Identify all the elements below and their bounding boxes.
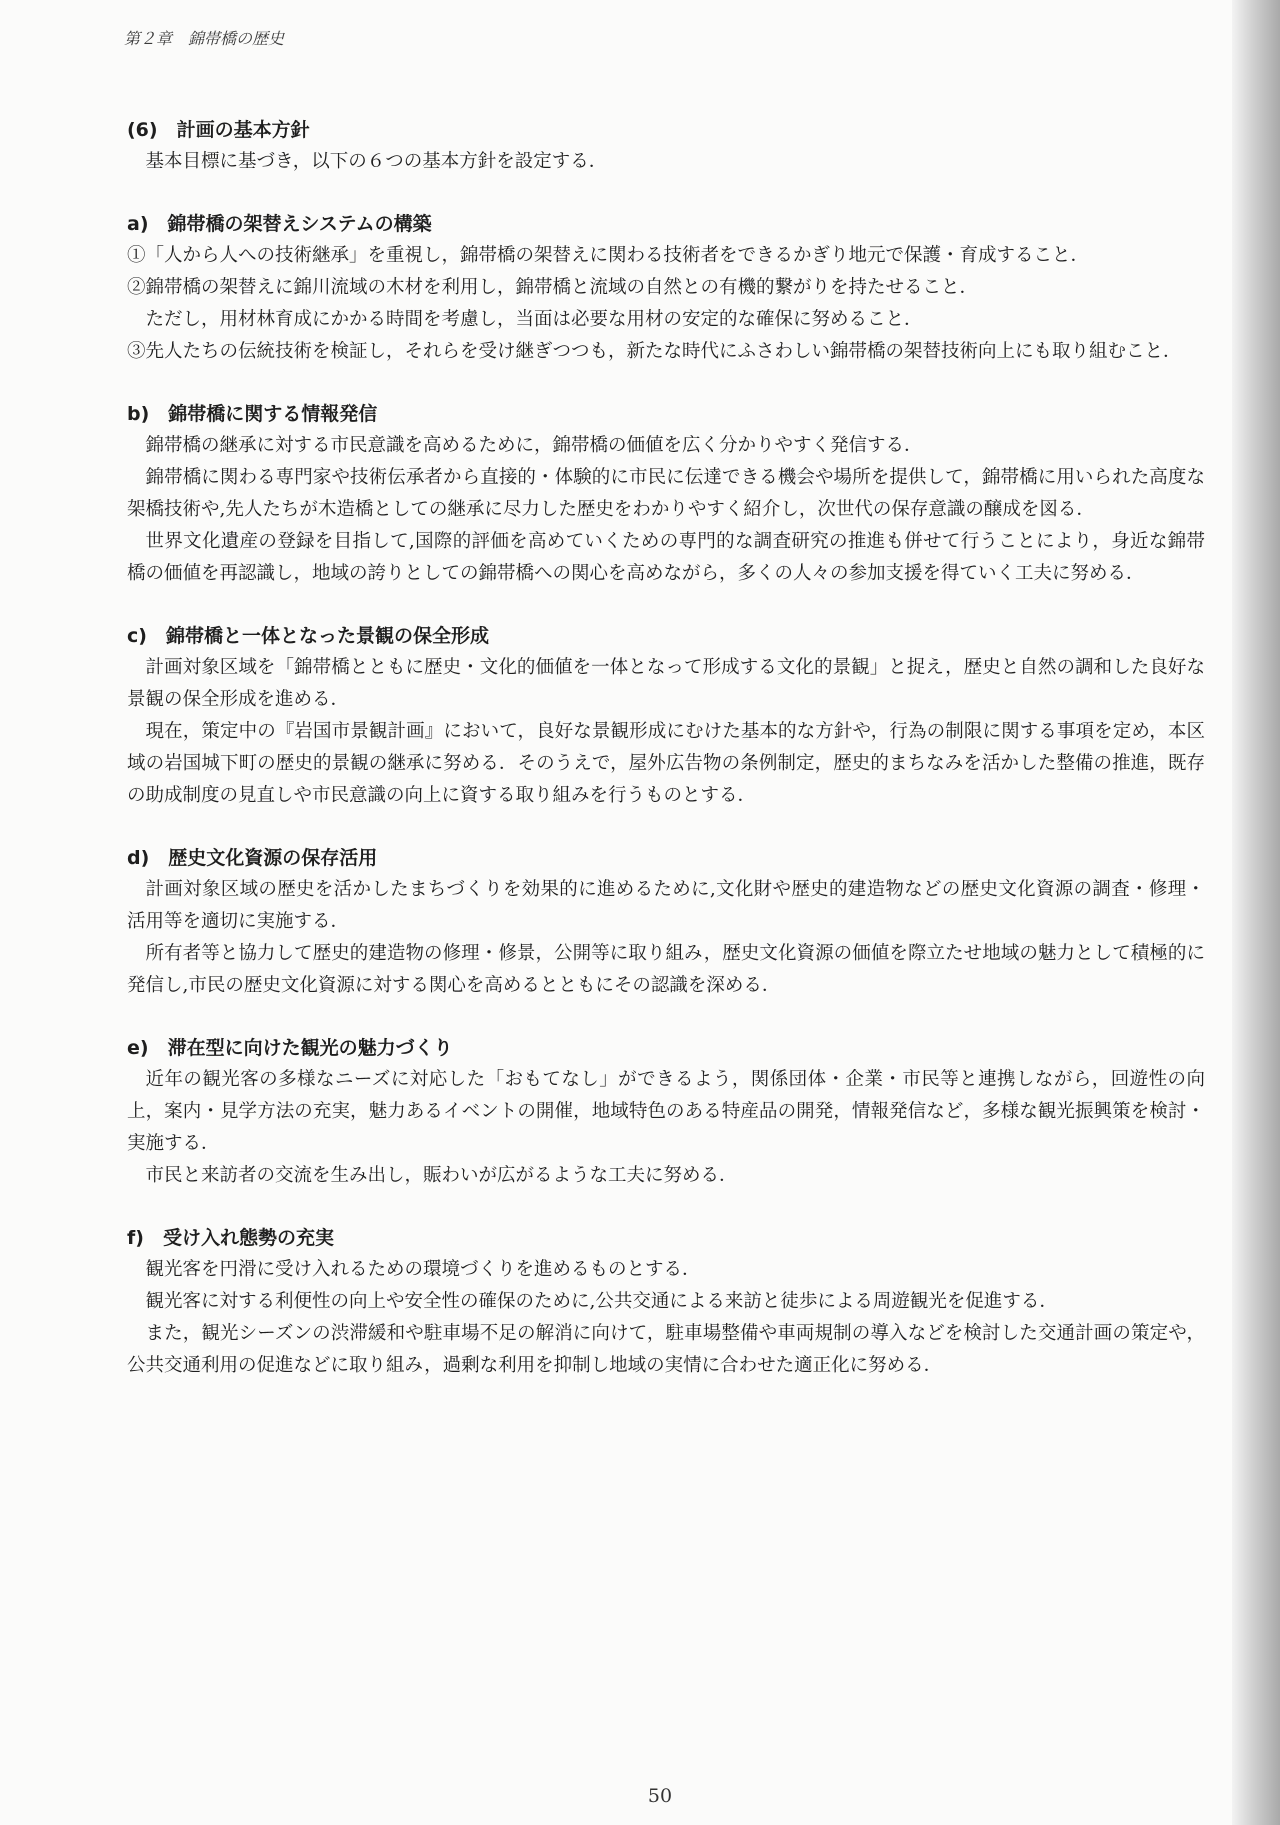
paragraph: 観光客に対する利便性の向上や安全性の確保のために,公共交通による来訪と徒歩による周遊観光を促進する．	[145, 1291, 1058, 1312]
paragraph: 錦帯橋の継承に対する市民意識を高めるために，錦帯橋の価値を広く分かりやすく発信する．	[145, 435, 923, 456]
subsection-d-title: d) 歴史文化資源の保存活用	[127, 847, 378, 869]
intro-paragraph: 基本目標に基づき，以下の６つの基本方針を設定する．	[145, 151, 608, 172]
paragraph: また，観光シーズンの渋滞緩和や駐車場不足の解消に向けて，駐車場整備や車両規制の導入などを検討した交通計画の策定や，公共交通利用の促進などに取り組み，過剰な利用を抑制し地域の実情に合わせた適正化に努める．	[127, 1323, 1205, 1376]
paragraph: 現在，策定中の『岩国市景観計画』において，良好な景観形成にむけた基本的な方針や，行為の制限に関する事項を定め，本区域の岩国城下町の歴史的景観の継承に努める．そのうえで，屋外広告物の条例制定，歴史的まちなみを活かした整備の推進，既存の助成制度の見直しや市民意識の向上に資する取り組みを行うものとする．	[127, 721, 1205, 806]
subsection-f-title: f) 受け入れ態勢の充実	[127, 1227, 334, 1249]
subsection-c-title: c) 錦帯橋と一体となった景観の保全形成	[127, 625, 489, 647]
list-item-3: ③先人たちの伝統技術を検証し，それらを受け継ぎつつも，新たな時代にふさわしい錦帯橋の架替技術向上にも取り組むこと．	[127, 341, 1182, 362]
paragraph: 近年の観光客の多様なニーズに対応した「おもてなし」ができるよう，関係団体・企業・市民等と連携しながら，回遊性の向上，案内・見学方法の充実，魅力あるイベントの開催，地域特色のある特産品の開発，情報発信など，多様な観光振興策を検討・実施する．	[127, 1069, 1205, 1154]
subsection-b-title: b) 錦帯橋に関する情報発信	[127, 403, 378, 425]
paragraph: 世界文化遺産の登録を目指して,国際的評価を高めていくための専門的な調査研究の推進も併せて行うことにより，身近な錦帯橋の価値を再認識し，地域の誇りとしての錦帯橋への関心を高めながら，多くの人々の参加支援を得ていく工夫に努める．	[127, 531, 1205, 584]
paragraph: 所有者等と協力して歴史的建造物の修理・修景，公開等に取り組み，歴史文化資源の価値を際立たせ地域の魅力として積極的に発信し,市民の歴史文化資源に対する関心を高めるとともにその認識を深める．	[127, 943, 1205, 996]
list-item-1: ①「人から人への技術継承」を重視し，錦帯橋の架替えに関わる技術者をできるかぎり地元で保護・育成すること．	[127, 245, 1090, 266]
page-edge-shadow	[1232, 0, 1280, 1825]
list-item-2-continuation: ただし，用材林育成にかかる時間を考慮し，当面は必要な用材の安定的な確保に努めること．	[145, 309, 923, 330]
running-header: 第２章 錦帯橋の歴史	[124, 29, 285, 48]
page-number: 50	[647, 1785, 673, 1807]
page-content	[127, 114, 1205, 1382]
paragraph: 市民と来訪者の交流を生み出し，賑わいが広がるような工夫に努める．	[145, 1165, 738, 1186]
subsection-a-title: a) 錦帯橋の架替えシステムの構築	[127, 213, 432, 235]
section-heading: (6) 計画の基本方針	[127, 119, 310, 141]
paragraph: 計画対象区域の歴史を活かしたまちづくりを効果的に進めるために,文化財や歴史的建造物などの歴史文化資源の調査・修理・活用等を適切に実施する．	[127, 879, 1205, 932]
paragraph: 観光客を円滑に受け入れるための環境づくりを進めるものとする．	[145, 1259, 701, 1280]
paragraph: 計画対象区域を「錦帯橋とともに歴史・文化的価値を一体となって形成する文化的景観」と捉え，歴史と自然の調和した良好な景観の保全形成を進める．	[127, 657, 1205, 710]
subsection-e-title: e) 滞在型に向けた観光の魅力づくり	[127, 1037, 453, 1059]
list-item-2: ②錦帯橋の架替えに錦川流域の木材を利用し，錦帯橋と流域の自然との有機的繋がりを持たせること．	[127, 277, 979, 298]
paragraph: 錦帯橋に関わる専門家や技術伝承者から直接的・体験的に市民に伝達できる機会や場所を提供して，錦帯橋に用いられた高度な架橋技術や,先人たちが木造橋としての継承に尽力した歴史をわかりやすく紹介し，次世代の保存意識の醸成を図る．	[127, 467, 1205, 520]
